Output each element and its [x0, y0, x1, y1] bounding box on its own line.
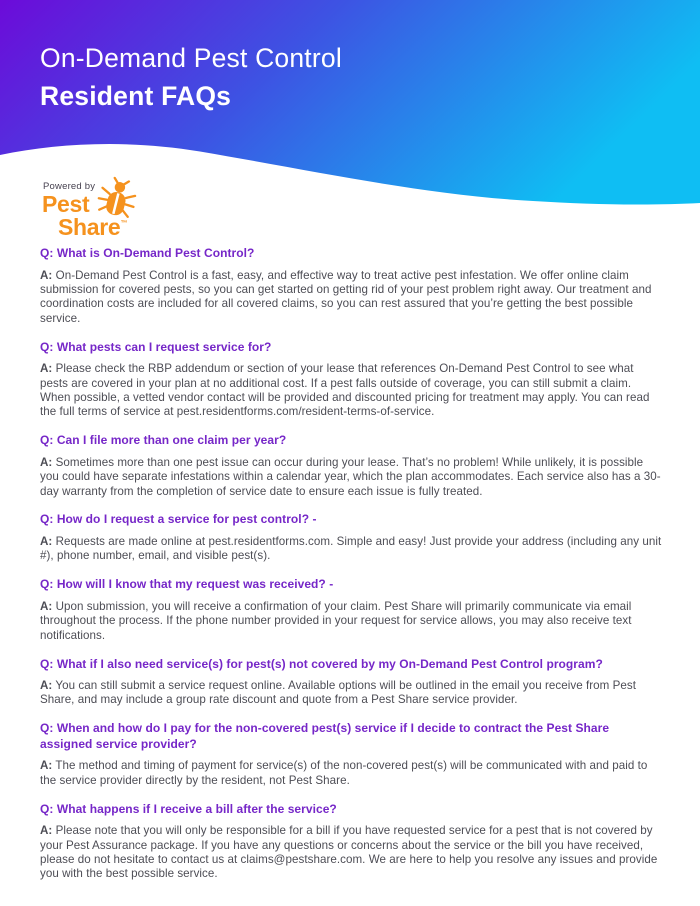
faq-question: Q: What if I also need service(s) for pest(s) not covered by my On-Demand Pest Control program? [40, 656, 603, 671]
faq-answer [40, 269, 663, 327]
faq-item [40, 721, 663, 788]
answer-prefix: A: [40, 759, 53, 773]
faq-question: Q: What happens if I receive a bill after the service? [40, 801, 337, 816]
faq-question: Q: Can I file more than one claim per year? [40, 433, 287, 448]
faq-item [40, 577, 663, 643]
answer-text: The method and timing of payment for service(s) of the non-covered pest(s) will be communicated with and paid to the service provider directly by the resident, not Pest Share. [40, 759, 648, 787]
pest-share-line1: Pest [42, 191, 90, 217]
pest-share-line2: Share™ [58, 214, 128, 240]
faq-answer [40, 759, 663, 788]
rbp-second-nature-logo [504, 49, 700, 261]
faq-item [40, 802, 663, 882]
pest-share-logo [42, 181, 182, 240]
faq-answer [40, 600, 663, 643]
faq-question: Q: What pests can I request service for? [40, 339, 272, 354]
answer-prefix: A: [40, 599, 53, 613]
answer-text: Please note that you will only be responsible for a bill if you have requested service for a pest that is not covered by your Pest Assurance package. If you have any questions or concerns about the service or the bill you have received, please do not hesitate to contact us at claims@pestshare.com. We are here to help you resolve any issues and provide you with the best possible service. [40, 824, 658, 881]
faq-item [40, 657, 663, 708]
header-titles [40, 42, 342, 112]
faq-answer [40, 535, 663, 564]
faq-item [40, 340, 663, 420]
answer-prefix: A: [40, 824, 53, 838]
faq-question: Q: When and how do I pay for the non-covered pest(s) service if I decide to contract the Pest Share assigned service provider? [40, 721, 610, 751]
faq-answer [40, 824, 663, 882]
answer-prefix: A: [40, 534, 53, 548]
answer-prefix: A: [40, 455, 53, 469]
faq-answer [40, 679, 663, 708]
answer-prefix: A: [40, 362, 53, 376]
answer-prefix: A: [40, 268, 53, 282]
faq-answer [40, 362, 663, 420]
answer-text: Requests are made online at pest.residentforms.com. Simple and easy! Just provide your address (including any unit #), phone number, email, and visible pest(s). [40, 534, 662, 563]
answer-text: Sometimes more than one pest issue can occur during your lease. That’s no problem! While unlikely, it is possible you could have separate infestations within a calendar year, which the plan accommodates. Each service also has a 30-day warranty from the completion of service date to ensure each issue is fully treated. [40, 455, 661, 498]
rbp-house-icon [504, 49, 700, 261]
document-title: On-Demand Pest Control [40, 43, 342, 73]
faq-item [40, 246, 663, 326]
faq-item [40, 512, 663, 563]
powered-by-label: Powered by [43, 181, 96, 192]
faq-question: Q: How will I know that my request was received? - [40, 577, 334, 592]
faq-list [40, 246, 663, 882]
answer-text: Upon submission, you will receive a confirmation of your claim. Pest Share will primarily communicate via email throughout the process. If the phone number provided in your request for service allows, you may also receive text notifications. [40, 599, 632, 642]
faq-answer [40, 456, 663, 499]
answer-prefix: A: [40, 679, 53, 692]
trademark-symbol: ™ [120, 220, 128, 227]
answer-text: You can still submit a service request online. Available options will be outlined in the email you receive from Pest Share, and may include a group rate discount and quote from a Pest Share service provider. [40, 679, 637, 707]
answer-text: Please check the RBP addendum or section of your lease that references On-Demand Pest Control to see what pests are covered in your plan at no additional cost. If a pest falls outside of coverage, you can still submit a claim. When possible, a vetted vendor contact will be provided and discounted pricing for treatment may apply. You can read the full terms of service at pest.residentforms.com/resident-terms-of-service. [40, 362, 650, 419]
answer-text: On-Demand Pest Control is a fast, easy, and effective way to treat active pest infestation. We offer online claim submission for covered pests, so you can get started on getting rid of your pest problem right away. Our treatment and coordination costs are included for all covered claims, so you can rest assured that you’re getting the best possible service. [40, 268, 652, 325]
faq-question: Q: How do I request a service for pest control? - [40, 512, 317, 527]
faq-item [40, 433, 663, 499]
document-subtitle: Resident FAQs [40, 81, 232, 111]
faq-question: Q: What is On-Demand Pest Control? [40, 246, 255, 260]
